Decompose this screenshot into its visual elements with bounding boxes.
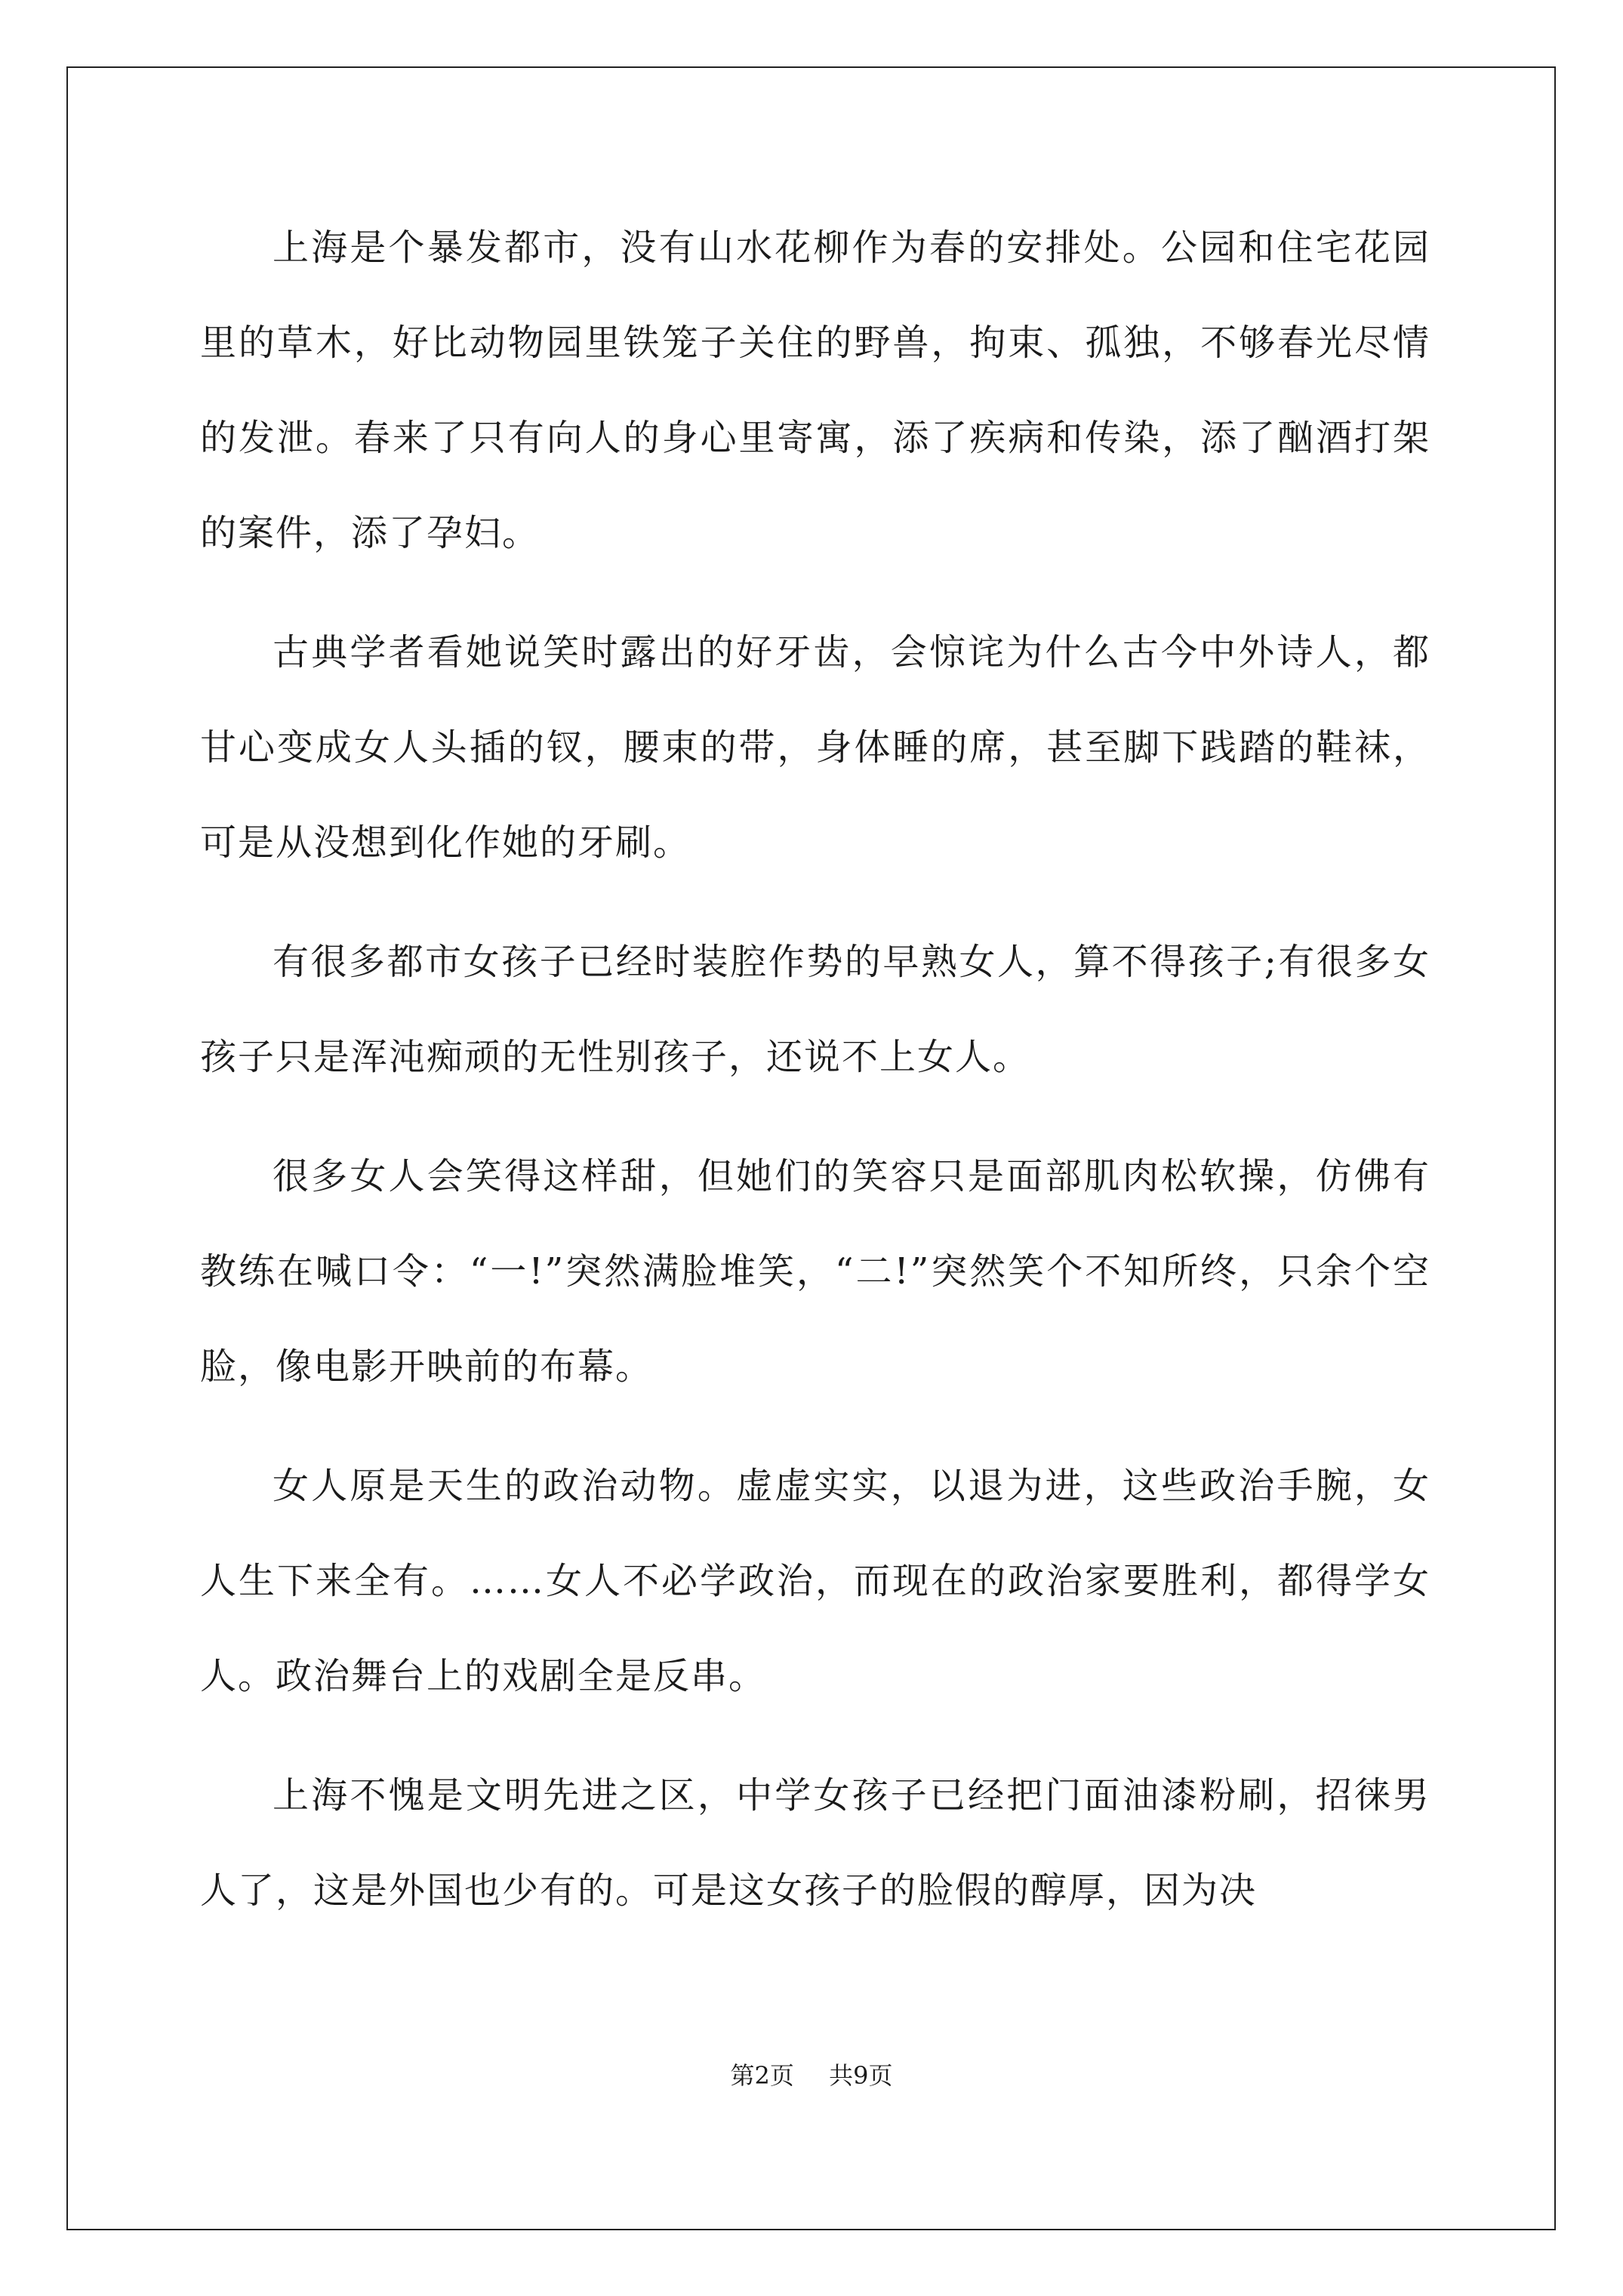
- page-footer: [0, 2059, 1623, 2092]
- paragraph-4: 很多女人会笑得这样甜，但她们的笑容只是面部肌肉松软操，仿佛有教练在喊口令：“一!”突然满脸堆笑，“二!”突然笑个不知所终，只余个空脸，像电影开映前的布幕。: [200, 1155, 1431, 1388]
- paragraph-6: 上海不愧是文明先进之区，中学女孩子已经把门面油漆粉刷，招徕男人了，这是外国也少有的。可是这女孩子的脸假的醇厚，因为决: [200, 1774, 1431, 1912]
- page-number: 第2页: [730, 2061, 794, 2090]
- paragraph-2: 古典学者看她说笑时露出的好牙齿，会惊诧为什么古今中外诗人，都甘心变成女人头插的钗，腰束的带，身体睡的席，甚至脚下践踏的鞋袜，可是从没想到化作她的牙刷。: [200, 631, 1431, 864]
- paragraph-3: 有很多都市女孩子已经时装腔作势的早熟女人，算不得孩子;有很多女孩子只是浑沌痴顽的无性别孩子，还说不上女人。: [200, 941, 1431, 1078]
- paragraph-5: 女人原是天生的政治动物。虚虚实实，以退为进，这些政治手腕，女人生下来全有。……女人不必学政治，而现在的政治家要胜利，都得学女人。政治舞台上的戏剧全是反串。: [200, 1465, 1431, 1697]
- document-body: [200, 200, 1431, 1962]
- page-total: 共9页: [829, 2061, 893, 2090]
- paragraph-1: 上海是个暴发都市，没有山水花柳作为春的安排处。公园和住宅花园里的草木，好比动物园里铁笼子关住的野兽，拘束、孤独，不够春光尽情的发泄。春来了只有向人的身心里寄寓，添了疾病和传染，添了酗酒打架的案件，添了孕妇。: [200, 227, 1431, 554]
